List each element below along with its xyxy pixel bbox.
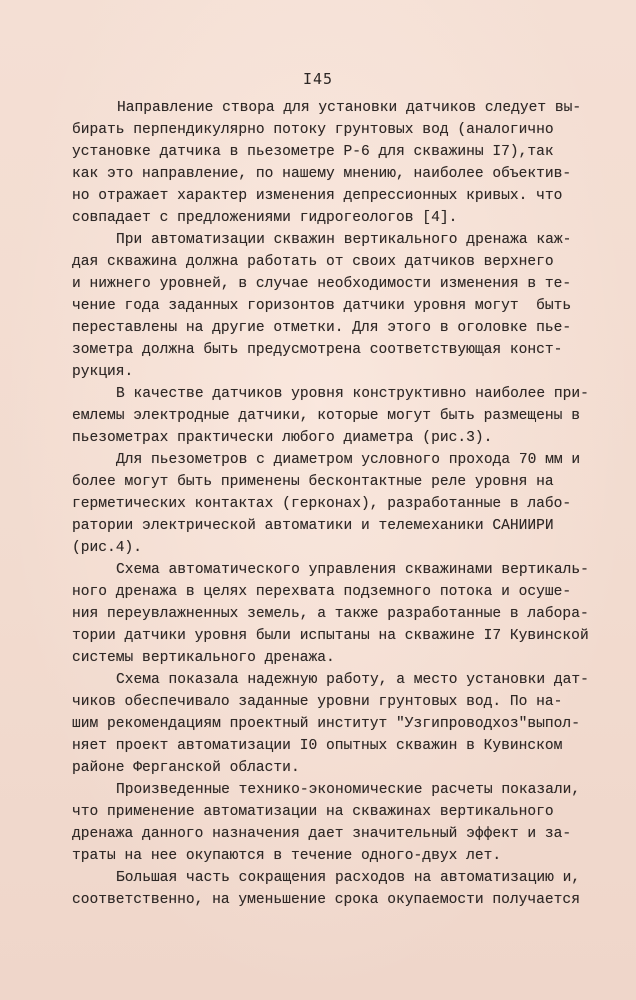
text-line: емлемы электродные датчики, которые могут быть размещены в	[72, 408, 580, 424]
text-line: герметических контактах (герконах), разработанные в лабо-	[72, 496, 572, 512]
text-line: бирать перпендикулярно потоку грунтовых вод (аналогично	[72, 122, 554, 138]
text-line: что применение автоматизации на скважинах вертикального	[72, 804, 554, 820]
text-line: шим рекомендациям проектный институт "Узгипроводхоз"выпол-	[72, 716, 580, 732]
text-line: Направление створа для установки датчиков следует вы-	[117, 100, 582, 116]
text-line: но отражает характер изменения депрессионных кривых. что	[72, 188, 563, 204]
text-line: как это направление, по нашему мнению, наиболее объектив-	[72, 166, 572, 182]
text-line: (рис.4).	[72, 540, 143, 556]
text-line: Схема автоматического управления скважинами вертикаль-	[116, 562, 589, 578]
text-line: соответственно, на уменьшение срока окупаемости получается	[72, 892, 580, 908]
text-line: чение года заданных горизонтов датчики уровня могут быть	[72, 298, 572, 314]
page-number: I45	[302, 70, 334, 88]
text-line: дренажа данного назначения дает значительный эффект и за-	[72, 826, 572, 842]
text-line: В качестве датчиков уровня конструктивно наиболее при-	[116, 386, 589, 402]
text-line: траты на нее окупаются в течение одного-двух лет.	[72, 848, 502, 864]
text-line: установке датчика в пьезометре Р-6 для скважины I7),так	[72, 144, 554, 160]
text-line: зометра должна быть предусмотрена соответствующая конст-	[72, 342, 563, 358]
text-line: Схема показала надежную работу, а место установки дат-	[116, 672, 589, 688]
text-line: Большая часть сокращения расходов на автоматизацию и,	[116, 870, 581, 886]
text-line: переставлены на другие отметки. Для этого в оголовке пье-	[72, 320, 572, 336]
text-line: пьезометрах практически любого диаметра (рис.3).	[72, 430, 493, 446]
text-line: ного дренажа в целях перехвата подземного потока и осуше-	[72, 584, 572, 600]
text-line: При автоматизации скважин вертикального дренажа каж-	[116, 232, 572, 248]
text-line: и нижнего уровней, в случае необходимости изменения в те-	[72, 276, 572, 292]
text-line: чиков обеспечивало заданные уровни грунтовых вод. По на-	[72, 694, 563, 710]
text-line: рукция.	[72, 364, 134, 380]
text-line: более могут быть применены бесконтактные реле уровня на	[72, 474, 554, 490]
text-line: тории датчики уровня были испытаны на скважине I7 Кувинской	[72, 628, 589, 644]
text-line: ния переувлажненных земель, а также разработанные в лабора-	[72, 606, 589, 622]
text-line: системы вертикального дренажа.	[72, 650, 335, 666]
text-line: районе Ферганской области.	[72, 760, 300, 776]
text-line: дая скважина должна работать от своих датчиков верхнего	[72, 254, 554, 270]
text-line: няет проект автоматизации I0 опытных скважин в Кувинском	[72, 738, 563, 754]
text-line: ратории электрической автоматики и телемеханики САНИИРИ	[72, 518, 554, 534]
text-line: совпадает с предложениями гидрогеологов [4].	[72, 210, 458, 226]
text-line: Для пьезометров с диаметром условного прохода 70 мм и	[116, 452, 581, 468]
text-line: Произведенные технико-экономические расчеты показали,	[116, 782, 581, 798]
